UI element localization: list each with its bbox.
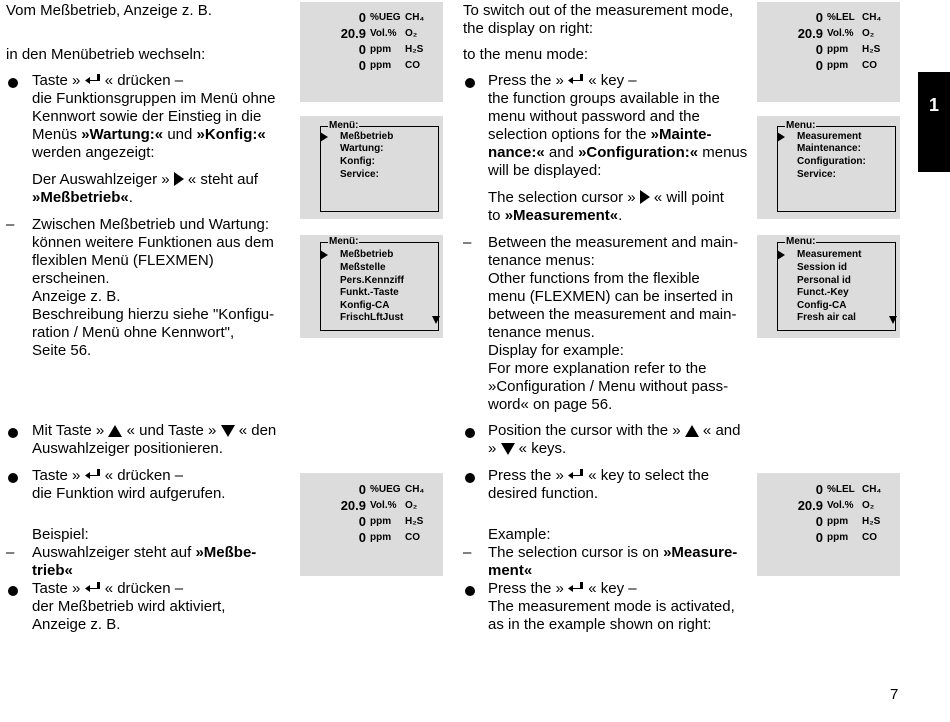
text-line: trieb«: [32, 562, 73, 579]
text-line: Taste » « drücken –: [32, 467, 184, 484]
menu-display: [300, 116, 443, 219]
text-line: to »Measurement«.: [488, 207, 623, 224]
display-row: 0 %UEG CH₄: [358, 482, 425, 497]
chapter-tab: 1: [918, 72, 950, 172]
menu-item: Funct.-Key: [797, 287, 849, 298]
down-arrow-key-icon: [221, 425, 235, 437]
menu-item: Config-CA: [797, 300, 847, 311]
menu-item: Pers.Kennziff: [340, 275, 404, 286]
intro-line: the display on right:: [463, 20, 594, 37]
display-row: 20.9 Vol.% O₂: [797, 498, 875, 513]
text-line: nance:« and »Configuration:« menus: [488, 144, 748, 161]
menu-item: Personal id: [797, 275, 851, 286]
text-line: tenance menus:: [488, 252, 595, 269]
text-line: die Funktionsgruppen im Menü ohne: [32, 90, 276, 107]
text-line: ration / Menü ohne Kennwort",: [32, 324, 235, 341]
bullet: [465, 583, 475, 601]
display-row: 0 ppm H₂S: [815, 42, 881, 57]
text-line: Beschreibung hierzu siehe "Konfigu-: [32, 306, 275, 323]
display-row: 0 %LEL CH₄: [815, 10, 882, 25]
selection-cursor-icon: [777, 132, 785, 142]
measurement-display: [300, 473, 443, 576]
text-line: Anzeige z. B.: [32, 616, 121, 633]
intro-line: in den Menübetrieb wechseln:: [6, 46, 206, 63]
bullet: [8, 75, 18, 93]
dash: –: [6, 216, 15, 233]
display-row: 20.9 Vol.% O₂: [340, 26, 418, 41]
menu-item: FrischLftJust: [340, 312, 404, 323]
up-arrow-key-icon: [108, 425, 122, 437]
display-row: 0 ppm H₂S: [358, 514, 424, 529]
text-line: Other functions from the flexible: [488, 270, 700, 287]
enter-key-icon: [568, 73, 584, 87]
text-line: the function groups available in the: [488, 90, 720, 107]
selection-cursor-icon: [777, 250, 785, 260]
selection-cursor-icon: [320, 132, 328, 142]
text-line: »Meßbetrieb«.: [32, 189, 133, 206]
text-line: desired function.: [488, 485, 599, 502]
measurement-display: [300, 2, 443, 102]
measurement-display: [757, 473, 900, 576]
text-line: Auswahlzeiger positionieren.: [32, 440, 223, 457]
text-line: Press the » « key –: [488, 580, 637, 597]
page-number: 7: [890, 686, 899, 703]
text-line: Example:: [488, 526, 551, 543]
text-line: will be displayed:: [488, 162, 602, 179]
text-line: Beispiel:: [32, 526, 89, 543]
text-line: Anzeige z. B.: [32, 288, 121, 305]
text-line: werden angezeigt:: [32, 144, 155, 161]
menu-item: Service:: [340, 169, 379, 180]
text-line: erscheinen.: [32, 270, 110, 287]
text-line: Display for example:: [488, 342, 624, 359]
menu-item: Wartung:: [340, 143, 384, 154]
menu-item: Configuration:: [797, 156, 866, 167]
menu-item: Session id: [797, 262, 848, 273]
display-row: 20.9 Vol.% O₂: [797, 26, 875, 41]
display-row: 0 ppm CO: [815, 58, 877, 73]
menu-item: Konfig-CA: [340, 300, 390, 311]
enter-key-icon: [568, 581, 584, 595]
display-row: 0 ppm H₂S: [815, 514, 881, 529]
text-line: der Meßbetrieb wird aktiviert,: [32, 598, 226, 615]
menu-item: Measurement: [797, 131, 862, 142]
text-line: menu without password and the: [488, 108, 700, 125]
text-line: Between the measurement and main-: [488, 234, 739, 251]
enter-key-icon: [85, 581, 101, 595]
text-line: Press the » « key to select the: [488, 467, 710, 484]
menu-item: Funkt.-Taste: [340, 287, 399, 298]
text-line: The measurement mode is activated,: [488, 598, 735, 615]
menu-title: Menü:: [329, 236, 359, 247]
text-line: flexiblen Menü (FLEXMEN): [32, 252, 214, 269]
cursor-right-icon: [174, 172, 184, 186]
text-line: The selection cursor is on »Measure-: [488, 544, 738, 561]
menu-item: Service:: [797, 169, 836, 180]
text-line: die Funktion wird aufgerufen.: [32, 485, 226, 502]
dash: –: [463, 234, 472, 251]
dash: –: [463, 544, 472, 561]
display-row: 0 ppm H₂S: [358, 42, 424, 57]
scroll-down-icon: [889, 316, 897, 324]
text-line: Mit Taste » « und Taste » « den: [32, 422, 277, 439]
dash: –: [6, 544, 15, 561]
text-line: »Configuration / Menu without pass-: [488, 378, 729, 395]
text-line: menu (FLEXMEN) can be inserted in: [488, 288, 734, 305]
text-line: Kennwort sowie der Einstieg in die: [32, 108, 262, 125]
menu-display: [300, 235, 443, 338]
display-row: 0 %LEL CH₄: [815, 482, 882, 497]
display-row: 0 ppm CO: [815, 530, 877, 545]
menu-title: Menü:: [329, 120, 359, 131]
text-line: word« on page 56.: [488, 396, 613, 413]
enter-key-icon: [568, 468, 584, 482]
cursor-right-icon: [640, 190, 650, 204]
text-line: between the measurement and main-: [488, 306, 737, 323]
bullet: [8, 425, 18, 443]
text-line: » « keys.: [488, 440, 567, 457]
text-line: Taste » « drücken –: [32, 72, 184, 89]
intro-line: to the menu mode:: [463, 46, 589, 63]
menu-display: [757, 116, 900, 219]
bullet: [465, 470, 475, 488]
display-row: 0 ppm CO: [358, 58, 420, 73]
text-line: Press the » « key –: [488, 72, 637, 89]
display-row: 20.9 Vol.% O₂: [340, 498, 418, 513]
enter-key-icon: [85, 73, 101, 87]
text-line: Taste » « drücken –: [32, 580, 184, 597]
text-line: Auswahlzeiger steht auf »Meßbe-: [32, 544, 257, 561]
bullet: [465, 75, 475, 93]
text-line: Position the cursor with the » « and: [488, 422, 741, 439]
scroll-down-icon: [432, 316, 440, 324]
text-line: For more explanation refer to the: [488, 360, 707, 377]
menu-title: Menu:: [786, 236, 816, 247]
text-line: as in the example shown on right:: [488, 616, 712, 633]
menu-title: Menu:: [786, 120, 816, 131]
intro-line: Vom Meßbetrieb, Anzeige z. B.: [6, 2, 212, 19]
intro-line: To switch out of the measurement mode,: [463, 2, 734, 19]
menu-item: Konfig:: [340, 156, 375, 167]
text-line: Menüs »Wartung:« und »Konfig:«: [32, 126, 266, 143]
up-arrow-key-icon: [685, 425, 699, 437]
menu-item: Fresh air cal: [797, 312, 856, 323]
bullet: [465, 425, 475, 443]
text-line: Zwischen Meßbetrieb und Wartung:: [32, 216, 270, 233]
text-line: The selection cursor » « will point: [488, 189, 724, 206]
text-line: Seite 56.: [32, 342, 92, 359]
bullet: [8, 470, 18, 488]
menu-display: [757, 235, 900, 338]
menu-item: Meßstelle: [340, 262, 386, 273]
menu-item: Meßbetrieb: [340, 249, 394, 260]
menu-item: Measurement: [797, 249, 862, 260]
selection-cursor-icon: [320, 250, 328, 260]
measurement-display: [757, 2, 900, 102]
text-line: ment«: [488, 562, 533, 579]
down-arrow-key-icon: [501, 443, 515, 455]
enter-key-icon: [85, 468, 101, 482]
display-row: 0 %UEG CH₄: [358, 10, 425, 25]
menu-item: Maintenance:: [797, 143, 861, 154]
text-line: Der Auswahlzeiger » « steht auf: [32, 171, 258, 188]
display-row: 0 ppm CO: [358, 530, 420, 545]
bullet: [8, 583, 18, 601]
text-line: können weitere Funktionen aus dem: [32, 234, 274, 251]
text-line: tenance menus.: [488, 324, 595, 341]
menu-item: Meßbetrieb: [340, 131, 394, 142]
text-line: selection options for the »Mainte-: [488, 126, 712, 143]
